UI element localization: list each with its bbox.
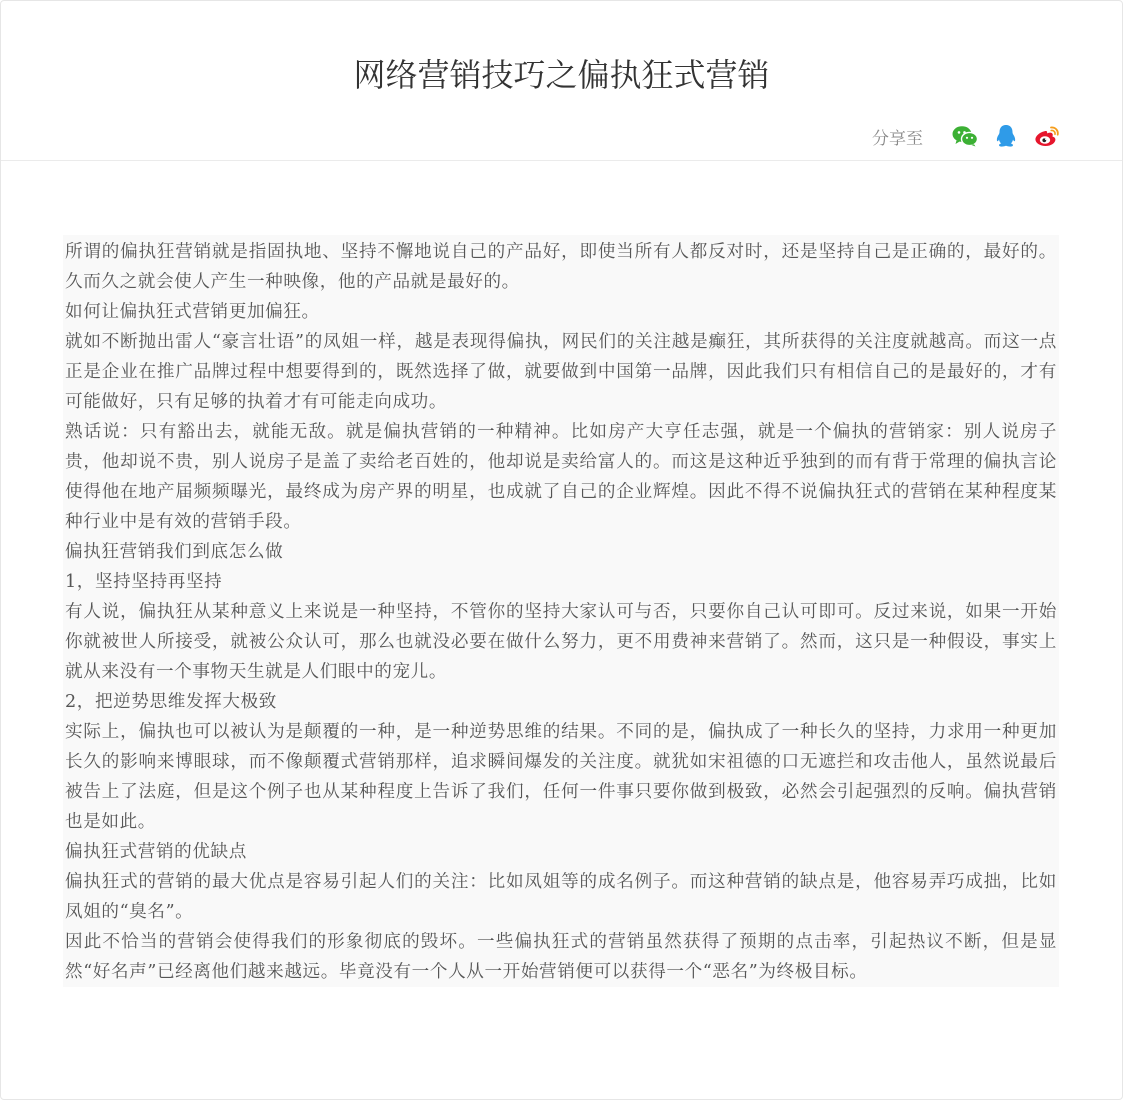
article-paragraph: 所谓的偏执狂营销就是指固执地、坚持不懈地说自己的产品好，即使当所有人都反对时，还是坚持自己是正确的，最好的。久而久之就会使人产生一种映像，他的产品就是最好的。 <box>65 242 1057 292</box>
article-paragraph: 偏执狂式的营销的最大优点是容易引起人们的关注：比如凤姐等的成名例子。而这种营销的缺点是，他容易弄巧成拙，比如凤姐的“臭名”。 <box>65 872 1057 922</box>
article-body <box>63 235 1059 987</box>
qq-icon[interactable] <box>993 123 1019 149</box>
article-title: 网络营销技巧之偏执狂式营销 <box>353 56 770 94</box>
article-paragraph: 因此不恰当的营销会使得我们的形象彻底的毁坏。一些偏执狂式的营销虽然获得了预期的点击率，引起热议不断，但是显然“好名声”已经离他们越来越远。毕竟没有一个人从一开始营销便可以获得一个“恶名”为终极目标。 <box>65 932 1057 982</box>
article-paragraph: 有人说，偏执狂从某种意义上来说是一种坚持，不管你的坚持大家认可与否，只要你自己认可即可。反过来说，如果一开始你就被世人所接受，就被公众认可，那么也就没必要在做什么努力，更不用费神来营销了。然而，这只是一种假设，事实上就从来没有一个事物天生就是人们眼中的宠儿。 <box>65 602 1057 682</box>
article-subheading: 偏执狂式营销的优缺点 <box>65 842 247 862</box>
wechat-icon[interactable] <box>952 123 978 149</box>
article-paragraph: 如何让偏执狂式营销更加偏狂。 <box>65 302 320 322</box>
article-paragraph: 熟话说：只有豁出去，就能无敌。就是偏执营销的一种精神。比如房产大亨任志强，就是一个偏执的营销家：别人说房子贵，他却说不贵，别人说房子是盖了卖给老百姓的，他却说是卖给富人的。而这是这种近乎独到的而有背于常理的偏执言论使得他在地产届频频曝光，最终成为房产界的明星，也成就了自己的企业辉煌。因此不得不说偏执狂式的营销在某种程度某种行业中是有效的营销手段。 <box>65 422 1057 532</box>
article-subheading: 偏执狂营销我们到底怎么做 <box>65 542 284 562</box>
article-subheading: 2，把逆势思维发挥大极致 <box>65 692 277 712</box>
article-paragraph: 就如不断抛出雷人“豪言壮语”的凤姐一样，越是表现得偏执，网民们的关注越是癫狂，其所获得的关注度就越高。而这一点正是企业在推广品牌过程中想要得到的，既然选择了做，就要做到中国第一品牌，因此我们只有相信自己的是最好的，才有可能做好，只有足够的执着才有可能走向成功。 <box>65 332 1057 412</box>
share-label: 分享至 <box>872 128 923 149</box>
weibo-icon[interactable] <box>1034 123 1060 149</box>
article-header <box>1 1 1122 161</box>
share-bar <box>872 123 1060 149</box>
article-subheading: 1，坚持坚持再坚持 <box>65 572 223 592</box>
article-paragraph: 实际上，偏执也可以被认为是颠覆的一种，是一种逆势思维的结果。不同的是，偏执成了一种长久的坚持，力求用一种更加长久的影响来博眼球，而不像颠覆式营销那样，追求瞬间爆发的关注度。就犹如宋祖德的口无遮拦和攻击他人，虽然说最后被告上了法庭，但是这个例子也从某种程度上告诉了我们，任何一件事只要你做到极致，必然会引起强烈的反响。偏执营销也是如此。 <box>65 722 1057 832</box>
